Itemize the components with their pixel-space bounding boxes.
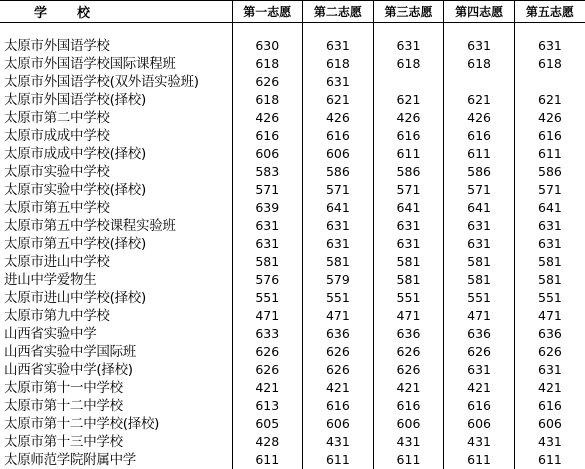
score-cell-choice-5: 581 — [514, 253, 585, 271]
spacer-row — [0, 23, 585, 38]
score-cell-choice-3: 426 — [373, 109, 444, 127]
score-cell-choice-2: 616 — [303, 127, 374, 145]
score-cell-choice-4: 611 — [444, 145, 515, 163]
score-cell-choice-2: 426 — [303, 109, 374, 127]
score-cell-choice-4: 636 — [444, 325, 515, 343]
score-cell-choice-4: 616 — [444, 127, 515, 145]
score-cell-choice-1: 611 — [232, 451, 303, 469]
score-cell-choice-4: 621 — [444, 91, 515, 109]
score-cell-choice-2: 611 — [303, 451, 374, 469]
table-row — [0, 415, 585, 433]
score-cell-choice-1: 571 — [232, 181, 303, 199]
school-name-cell: 太原市实验中学校(择校) — [0, 181, 232, 199]
school-name-cell: 太原市外国语学校国际课程班 — [0, 55, 232, 73]
school-name-cell: 太原师范学院附属中学 — [0, 451, 232, 469]
table-row — [0, 217, 585, 235]
score-cell-choice-4: 611 — [444, 451, 515, 469]
table-row — [0, 343, 585, 361]
score-cell-choice-3: 581 — [373, 271, 444, 289]
table-row — [0, 163, 585, 181]
score-cell-choice-3: 421 — [373, 379, 444, 397]
table-row — [0, 451, 585, 469]
table-row — [0, 433, 585, 451]
score-cell-choice-1: 605 — [232, 415, 303, 433]
table-row — [0, 127, 585, 145]
score-cell-choice-5: 421 — [514, 379, 585, 397]
score-cell-choice-5: 631 — [514, 217, 585, 235]
score-cell-choice-1: 626 — [232, 343, 303, 361]
table-row — [0, 253, 585, 271]
school-name-cell: 山西省实验中学国际班 — [0, 343, 232, 361]
header-choice-3: 第三志愿 — [373, 1, 444, 23]
score-cell-choice-4: 551 — [444, 289, 515, 307]
score-cell-choice-3: 636 — [373, 325, 444, 343]
score-cell-choice-3: 611 — [373, 451, 444, 469]
score-cell-choice-5: 641 — [514, 199, 585, 217]
table-row — [0, 55, 585, 73]
school-name-cell: 太原市第五中学校(择校) — [0, 235, 232, 253]
table-row — [0, 181, 585, 199]
score-cell-choice-3: 616 — [373, 397, 444, 415]
score-cell-choice-3: 641 — [373, 199, 444, 217]
school-name-cell: 太原市进山中学校(择校) — [0, 289, 232, 307]
score-cell-choice-3: 626 — [373, 361, 444, 379]
score-cell-choice-1: 551 — [232, 289, 303, 307]
school-name-cell: 山西省实验中学 — [0, 325, 232, 343]
score-cell-choice-2: 641 — [303, 199, 374, 217]
score-cell-choice-3: 611 — [373, 145, 444, 163]
school-name-cell: 太原市第十二中学校 — [0, 397, 232, 415]
score-cell-choice-3: 586 — [373, 163, 444, 181]
spacer-cell — [373, 23, 444, 38]
spacer-cell — [232, 23, 303, 38]
score-cell-choice-2: 551 — [303, 289, 374, 307]
score-cell-choice-3: 431 — [373, 433, 444, 451]
score-cell-choice-2: 571 — [303, 181, 374, 199]
table-row — [0, 397, 585, 415]
score-cell-choice-4: 631 — [444, 235, 515, 253]
score-cell-choice-4: 641 — [444, 199, 515, 217]
score-cell-choice-5: 426 — [514, 109, 585, 127]
score-cell-choice-5: 616 — [514, 397, 585, 415]
score-cell-choice-4: 586 — [444, 163, 515, 181]
school-name-cell: 进山中学爱物生 — [0, 271, 232, 289]
score-cell-choice-5: 431 — [514, 433, 585, 451]
score-cell-choice-2: 631 — [303, 217, 374, 235]
score-cell-choice-2: 636 — [303, 325, 374, 343]
score-cell-choice-3: 631 — [373, 235, 444, 253]
table-row — [0, 37, 585, 55]
score-cell-choice-1: 421 — [232, 379, 303, 397]
score-cell-choice-5: 636 — [514, 325, 585, 343]
score-cell-choice-5: 631 — [514, 361, 585, 379]
score-cell-choice-1: 630 — [232, 37, 303, 55]
score-cell-choice-3: 621 — [373, 91, 444, 109]
score-cell-choice-1: 626 — [232, 73, 303, 91]
score-cell-choice-3: 618 — [373, 55, 444, 73]
score-cell-choice-4: 631 — [444, 217, 515, 235]
score-cell-choice-4: 426 — [444, 109, 515, 127]
school-name-cell: 太原市第五中学校 — [0, 199, 232, 217]
header-choice-1: 第一志愿 — [232, 1, 303, 23]
school-name-cell: 太原市成成中学校 — [0, 127, 232, 145]
score-cell-choice-4: 618 — [444, 55, 515, 73]
spacer-cell — [444, 23, 515, 38]
score-cell-choice-2: 421 — [303, 379, 374, 397]
score-cell-choice-3: 616 — [373, 127, 444, 145]
score-cell-choice-3: 606 — [373, 415, 444, 433]
score-cell-choice-2: 431 — [303, 433, 374, 451]
header-choice-5: 第五志愿 — [514, 1, 585, 23]
table-row — [0, 145, 585, 163]
score-cell-choice-4: 616 — [444, 397, 515, 415]
score-cell-choice-4: 431 — [444, 433, 515, 451]
score-cell-choice-2: 606 — [303, 415, 374, 433]
score-cell-choice-1: 576 — [232, 271, 303, 289]
score-cell-choice-3: 626 — [373, 343, 444, 361]
score-cell-choice-4: 626 — [444, 343, 515, 361]
school-name-cell: 太原市进山中学校 — [0, 253, 232, 271]
score-cell-choice-5: 611 — [514, 451, 585, 469]
score-cell-choice-5: 616 — [514, 127, 585, 145]
score-cell-choice-4: 631 — [444, 37, 515, 55]
score-cell-choice-4: 581 — [444, 253, 515, 271]
score-cell-choice-2: 581 — [303, 253, 374, 271]
spacer-cell — [514, 23, 585, 38]
table-row — [0, 271, 585, 289]
table-row — [0, 235, 585, 253]
score-cell-choice-5: 606 — [514, 415, 585, 433]
score-cell-choice-1: 471 — [232, 307, 303, 325]
score-cell-choice-3: 631 — [373, 217, 444, 235]
score-cell-choice-2: 586 — [303, 163, 374, 181]
table-row — [0, 289, 585, 307]
score-cell-choice-5: 631 — [514, 37, 585, 55]
table-row — [0, 109, 585, 127]
score-cell-choice-2: 626 — [303, 361, 374, 379]
table-header — [0, 1, 585, 23]
school-name-cell: 太原市第十一中学校 — [0, 379, 232, 397]
score-cell-choice-5: 621 — [514, 91, 585, 109]
score-cell-choice-2: 631 — [303, 235, 374, 253]
table-row — [0, 307, 585, 325]
school-name-cell: 太原市第十二中学校(择校) — [0, 415, 232, 433]
school-name-cell: 太原市外国语学校(择校) — [0, 91, 232, 109]
score-cell-choice-4: 421 — [444, 379, 515, 397]
score-cell-choice-3 — [373, 73, 444, 91]
score-cell-choice-1: 581 — [232, 253, 303, 271]
score-cell-choice-3: 551 — [373, 289, 444, 307]
table-row — [0, 379, 585, 397]
score-cell-choice-2: 621 — [303, 91, 374, 109]
school-name-cell: 太原市第二中学校 — [0, 109, 232, 127]
score-cell-choice-1: 606 — [232, 145, 303, 163]
score-cell-choice-1: 613 — [232, 397, 303, 415]
score-cell-choice-2: 471 — [303, 307, 374, 325]
spacer-cell — [303, 23, 374, 38]
score-cell-choice-2: 618 — [303, 55, 374, 73]
score-cell-choice-5: 626 — [514, 343, 585, 361]
score-cell-choice-1: 426 — [232, 109, 303, 127]
score-cell-choice-2: 579 — [303, 271, 374, 289]
school-name-cell: 山西省实验中学(择校) — [0, 361, 232, 379]
header-row — [0, 1, 585, 23]
score-cell-choice-3: 631 — [373, 37, 444, 55]
score-cell-choice-5: 471 — [514, 307, 585, 325]
score-cell-choice-3: 581 — [373, 253, 444, 271]
score-cell-choice-1: 633 — [232, 325, 303, 343]
score-cell-choice-1: 626 — [232, 361, 303, 379]
school-name-cell: 太原市实验中学校 — [0, 163, 232, 181]
score-cell-choice-2: 626 — [303, 343, 374, 361]
score-cell-choice-5: 618 — [514, 55, 585, 73]
school-name-cell: 太原市第五中学校课程实验班 — [0, 217, 232, 235]
score-cell-choice-1: 428 — [232, 433, 303, 451]
score-cell-choice-1: 583 — [232, 163, 303, 181]
score-cell-choice-2: 631 — [303, 37, 374, 55]
score-cell-choice-4: 581 — [444, 271, 515, 289]
header-school: 学校 — [0, 1, 232, 23]
score-cell-choice-5: 571 — [514, 181, 585, 199]
score-cell-choice-2: 606 — [303, 145, 374, 163]
score-cell-choice-1: 616 — [232, 127, 303, 145]
school-name-cell: 太原市成成中学校(择校) — [0, 145, 232, 163]
school-name-cell: 太原市外国语学校(双外语实验班) — [0, 73, 232, 91]
score-cell-choice-2: 616 — [303, 397, 374, 415]
header-choice-4: 第四志愿 — [444, 1, 515, 23]
score-cell-choice-1: 618 — [232, 91, 303, 109]
spacer-cell — [0, 23, 232, 38]
table-row — [0, 361, 585, 379]
score-cell-choice-3: 571 — [373, 181, 444, 199]
score-cell-choice-1: 631 — [232, 217, 303, 235]
school-name-cell: 太原市外国语学校 — [0, 37, 232, 55]
score-cell-choice-4 — [444, 73, 515, 91]
score-cell-choice-1: 618 — [232, 55, 303, 73]
score-cell-choice-4: 471 — [444, 307, 515, 325]
score-cell-choice-4: 571 — [444, 181, 515, 199]
table-row — [0, 199, 585, 217]
score-cell-choice-3: 471 — [373, 307, 444, 325]
header-choice-2: 第二志愿 — [303, 1, 374, 23]
score-cell-choice-5: 631 — [514, 235, 585, 253]
score-cell-choice-5 — [514, 73, 585, 91]
table-row — [0, 73, 585, 91]
table-row — [0, 325, 585, 343]
score-cell-choice-5: 581 — [514, 271, 585, 289]
school-name-cell: 太原市第九中学校 — [0, 307, 232, 325]
table-body — [0, 23, 585, 469]
school-name-cell: 太原市第十三中学校 — [0, 433, 232, 451]
score-cell-choice-1: 639 — [232, 199, 303, 217]
score-cell-choice-4: 606 — [444, 415, 515, 433]
score-cell-choice-5: 586 — [514, 163, 585, 181]
score-cell-choice-5: 551 — [514, 289, 585, 307]
score-cell-choice-4: 631 — [444, 361, 515, 379]
score-cell-choice-2: 631 — [303, 73, 374, 91]
score-cell-choice-1: 631 — [232, 235, 303, 253]
table-row — [0, 91, 585, 109]
score-cell-choice-5: 611 — [514, 145, 585, 163]
